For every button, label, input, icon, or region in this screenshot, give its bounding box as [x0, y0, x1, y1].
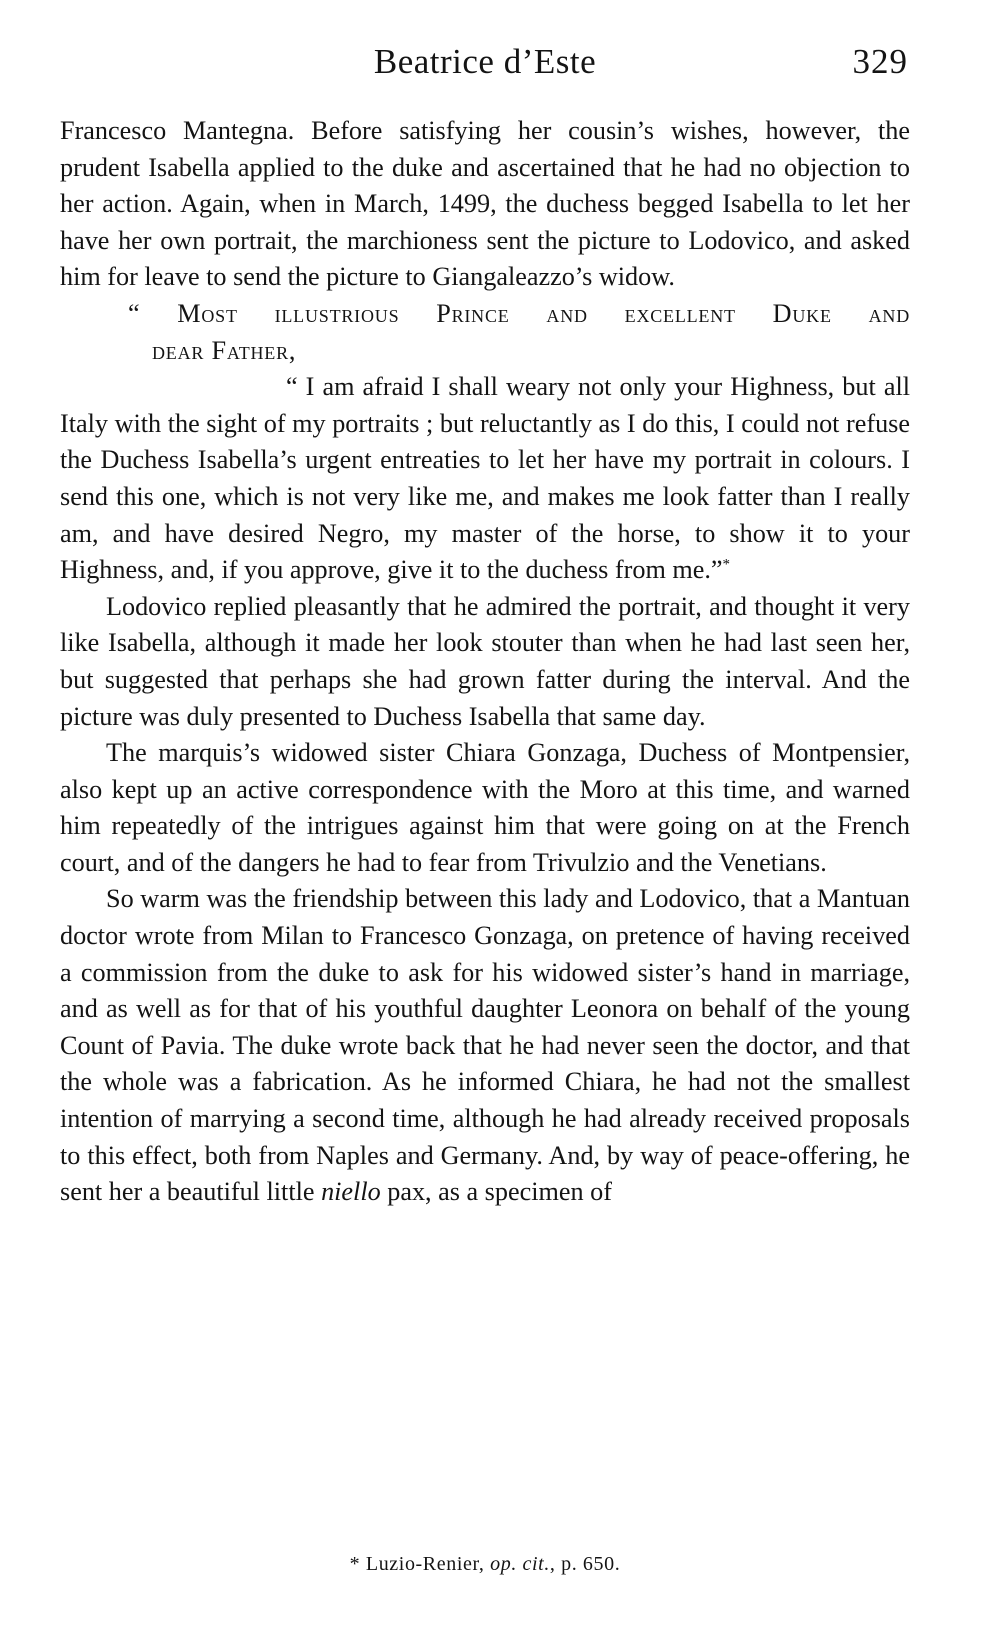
- footnote: [60, 1553, 910, 1576]
- footnote-author: Luzio-Renier,: [365, 1553, 485, 1575]
- running-title: Beatrice d’Este: [373, 42, 597, 81]
- page-number: 329: [852, 42, 908, 81]
- footnote-reference: op. cit.: [490, 1553, 550, 1575]
- paragraph-text-end: pax, as a specimen of: [380, 1177, 612, 1207]
- italic-term: niello: [321, 1177, 381, 1207]
- letter-salutation: [60, 296, 910, 369]
- salutation-line-2: dear Father,: [152, 335, 297, 365]
- paragraph-friendship: [60, 881, 910, 1210]
- paragraph-chiara-gonzaga: The marquis’s widowed sister Chiara Gonzaga, Duchess of Montpensier, also kept up an active correspondence with the Moro at this time, and warned him repeatedly of the intrigues against him that were going on at the French court, and of the dangers he had to fear from Trivulzio and the Venetians.: [60, 738, 910, 877]
- paragraph-text: So warm was the friendship between this lady and Lodovico, that a Mantuan doctor wrote from Milan to Francesco Gonzaga, on pretence of having received a commission from the duke to ask for his widowed sister’s hand in marriage, and as well as for that of his youthful daughter Leonora on behalf of the young Count of Pavia. The duke wrote back that he had never seen the doctor, and that the whole was a fabrication. As he informed Chiara, he had not the smallest intention of marrying a second time, although he had already received proposals to this effect, both from Naples and Germany. And, by way of peace-offering, he sent her a beautiful little: [60, 884, 910, 1207]
- paragraph-continuation: Francesco Mantegna. Before satisfying her cousin’s wishes, however, the prudent Isabella applied to the duke and ascertained that he had no objection to her action. Again, when in March, 1499, the duchess begged Isabella to let her have her own portrait, the marchioness sent the picture to Lodovico, and asked him for leave to send the picture to Giangaleazzo’s widow.: [60, 116, 910, 292]
- footnote-reference-mark: *: [722, 556, 731, 573]
- body-text: [60, 113, 910, 1211]
- paragraph-lodovico-reply: Lodovico replied pleasantly that he admired the portrait, and thought it very like Isabella, although it made her look stouter than when he had last seen her, but suggested that perhaps she had grown fatter during the interval. And the picture was duly presented to Duchess Isabella that same day.: [60, 591, 910, 731]
- letter-text: “ I am afraid I shall weary not only your Highness, but all Italy with the sight of my portraits ; but reluctantly as I do this, I could not refuse the Duchess Isabella’s urgent entreaties to let her have my portrait in colours. I send this one, which is not very like me, and makes me look fatter than I really am, and have desired Negro, my master of the horse, to show it to your Highness, and, if you approve, give it to the duchess from me.”: [60, 372, 910, 585]
- footnote-page: , p. 650.: [549, 1553, 621, 1575]
- page-header: [60, 42, 910, 90]
- letter-body: [60, 369, 910, 589]
- footnote-mark: *: [349, 1553, 361, 1575]
- salutation-line-1: “ Most illustrious Prince and excellent Duke and: [128, 298, 910, 328]
